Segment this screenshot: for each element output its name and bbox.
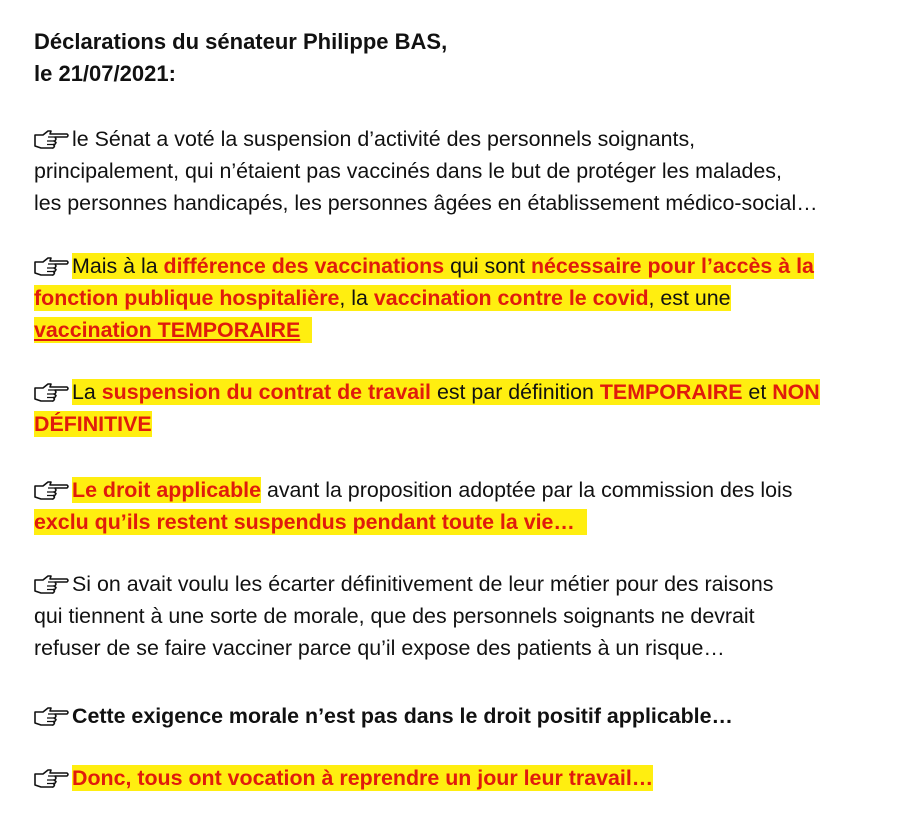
p2-text-f: , la (339, 286, 374, 310)
paragraph-2 (34, 250, 814, 346)
p5-line-2: qui tiennent à une sorte de morale, que des personnels soignants ne devrait (34, 604, 755, 628)
p3-text-f: NON (772, 380, 820, 404)
paragraph-4 (34, 474, 793, 538)
p3-text-d: TEMPORAIRE (599, 380, 743, 404)
title-line-2: le 21/07/2021: (34, 61, 176, 86)
pointing-hand-icon (34, 253, 70, 277)
p2-text-h: , est une (648, 286, 731, 310)
p5-line-3: refuser de se faire vacciner parce qu’il expose des patients à un risque… (34, 636, 725, 660)
p6-text: Cette exigence morale n’est pas dans le droit positif applicable… (72, 704, 733, 728)
p3-text-b: suspension du contrat de travail (101, 380, 431, 404)
p7-text: Donc, tous ont vocation à reprendre un jour leur travail… (72, 766, 654, 790)
title-line-1: Déclarations du sénateur Philippe BAS, (34, 29, 448, 54)
p2-text-d: nécessaire pour l’accès à la (530, 254, 814, 278)
p1-line-3: les personnes handicapés, les personnes âgées en établissement médico-social… (34, 191, 818, 215)
p5-line-1: Si on avait voulu les écarter définitivement de leur métier pour des raisons (72, 572, 774, 596)
p1-line-2: principalement, qui n’étaient pas vaccinés dans le but de protéger les malades, (34, 159, 782, 183)
paragraph-5 (34, 568, 774, 664)
p1-line-1: le Sénat a voté la suspension d’activité des personnels soignants, (72, 127, 696, 151)
p4-text-c: exclu qu’ils restent suspendus pendant toute la vie… (34, 510, 575, 534)
p2-text-g: vaccination contre le covid (373, 286, 649, 310)
pointing-hand-icon (34, 571, 70, 595)
document-title (34, 26, 447, 90)
pointing-hand-icon (34, 379, 70, 403)
pointing-hand-icon (34, 765, 70, 789)
p3-text-g: DÉFINITIVE (34, 412, 152, 436)
paragraph-7 (34, 762, 653, 794)
paragraph-3 (34, 376, 820, 440)
p2-text-c: qui sont (444, 254, 531, 278)
p4-text-a: Le droit applicable (72, 478, 261, 502)
p2-text-i: vaccination TEMPORAIRE (34, 318, 301, 342)
p3-text-e: et (742, 380, 773, 404)
pointing-hand-icon (34, 703, 70, 727)
pointing-hand-icon (34, 477, 70, 501)
p3-text-a: La (72, 380, 102, 404)
paragraph-1 (34, 123, 818, 219)
p2-text-a: Mais à la (72, 254, 164, 278)
p2-text-b: différence des vaccinations (163, 254, 445, 278)
pointing-hand-icon (34, 126, 70, 150)
paragraph-6 (34, 700, 733, 732)
p4-text-b: avant la proposition adoptée par la commission des lois (261, 478, 793, 502)
p2-text-e: fonction publique hospitalière (34, 286, 340, 310)
p3-text-c: est par définition (431, 380, 600, 404)
